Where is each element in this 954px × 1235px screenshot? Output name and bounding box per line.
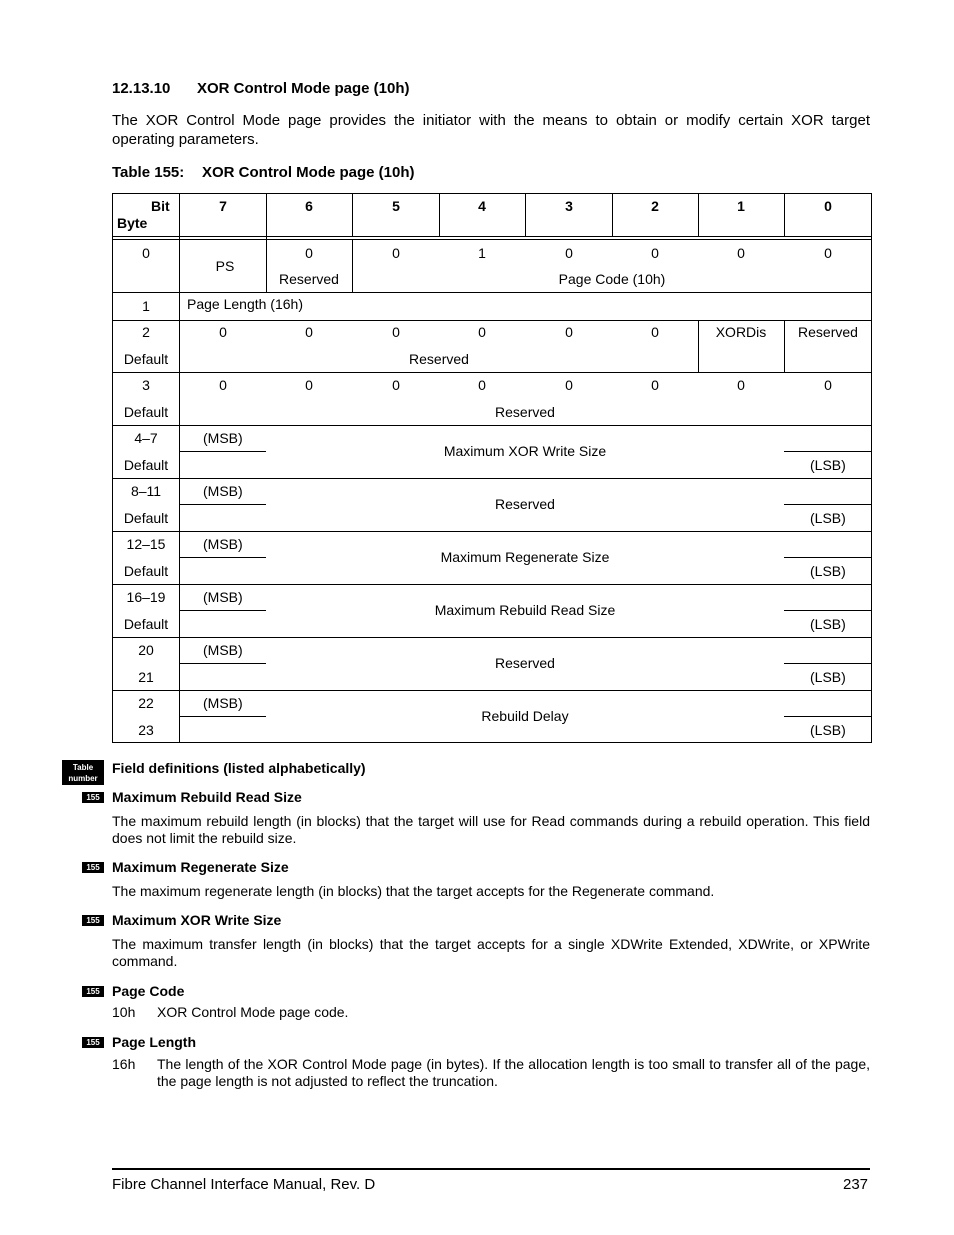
header-bit-1: 1 (737, 198, 745, 214)
table-number-tag: 155 (82, 986, 104, 997)
col-line (784, 320, 785, 372)
default-label: Default (123, 563, 169, 579)
row-line (113, 292, 871, 293)
byte-number: 20 (138, 642, 154, 658)
field-code: 10h (112, 1004, 136, 1020)
lsb-label: (LSB) (810, 669, 846, 685)
reserved-label: Reserved (279, 271, 339, 287)
header-bit-7: 7 (219, 198, 227, 214)
xordis-field: XORDis (715, 324, 767, 340)
field-name: Maximum Regenerate Size (112, 859, 289, 875)
max-regenerate-size-field: Maximum Regenerate Size (440, 549, 610, 565)
msb-label: (MSB) (203, 695, 243, 711)
lsb-label: (LSB) (810, 457, 846, 473)
col-line (612, 194, 613, 236)
page-number: 237 (843, 1176, 869, 1193)
msb-label: (MSB) (203, 483, 243, 499)
bit-value: 1 (478, 245, 486, 261)
msb-label: (MSB) (203, 589, 243, 605)
col-line (698, 194, 699, 236)
field-description: XOR Control Mode page code. (157, 1004, 349, 1020)
lsb-rule (784, 610, 871, 611)
bit-value: 0 (305, 245, 313, 261)
bit-value: 0 (478, 324, 486, 340)
bit-value: 0 (478, 377, 486, 393)
default-label: Default (123, 404, 169, 420)
reserved-field: Reserved (495, 496, 555, 512)
byte-range: 4–7 (134, 430, 158, 446)
table-number-tag: 155 (82, 792, 104, 803)
header-bit-6: 6 (305, 198, 313, 214)
byte-range: 16–19 (126, 589, 166, 605)
table-number-tag: 155 (82, 862, 104, 873)
row-line (113, 531, 871, 532)
section-heading (112, 80, 410, 97)
col-line (352, 194, 353, 236)
table-number-tag: 155 (82, 915, 104, 926)
field-name: Maximum XOR Write Size (112, 912, 282, 928)
field-name: Page Length (112, 1034, 197, 1050)
lsb-rule (784, 451, 871, 452)
bit-value: 0 (305, 377, 313, 393)
msb-rule (180, 663, 266, 664)
header-rule (113, 236, 871, 237)
bit-value: 0 (651, 324, 659, 340)
lsb-label: (LSB) (810, 563, 846, 579)
bit-value: 0 (565, 377, 573, 393)
reserved-label: Reserved (409, 351, 469, 367)
bit-value: 0 (651, 377, 659, 393)
intro-paragraph: The XOR Control Mode page provides the initiator with the means to obtain or modify certain XOR target operating parameters. (112, 112, 870, 148)
msb-label: (MSB) (203, 536, 243, 552)
reserved-label: Reserved (495, 404, 555, 420)
header-bit: Bit (151, 198, 170, 214)
header-bit-5: 5 (392, 198, 400, 214)
bit-value: 0 (651, 245, 659, 261)
section-number: 12.13.10 (112, 80, 171, 97)
bit-value: 0 (219, 324, 227, 340)
row-line (113, 637, 871, 638)
col-line (439, 194, 440, 236)
bit-value: 0 (824, 245, 832, 261)
default-label: Default (123, 510, 169, 526)
col-line (698, 320, 699, 372)
msb-rule (180, 610, 266, 611)
table-number-badge (62, 760, 104, 785)
lsb-label: (LSB) (810, 722, 846, 738)
field-name: Page Code (112, 983, 185, 999)
col-line (352, 240, 353, 292)
footer-title: Fibre Channel Interface Manual, Rev. D (112, 1176, 376, 1193)
col-line (266, 194, 267, 292)
badge-line: Table (72, 763, 94, 772)
section-title: XOR Control Mode page (10h) (197, 80, 410, 97)
header-bit-2: 2 (651, 198, 659, 214)
field-description: The maximum rebuild length (in blocks) that the target will use for Read commands during a rebuild operation. This field does not limit the rebuild size. (112, 813, 870, 846)
bit-value: 0 (565, 324, 573, 340)
col-line (525, 194, 526, 236)
default-label: Default (123, 616, 169, 632)
reserved-bit0: Reserved (798, 324, 858, 340)
field-description: The maximum transfer length (in blocks) that the target accepts for a single XDWrite Extended, XDWrite, or XPWrite command. (112, 936, 870, 969)
lsb-rule (784, 557, 871, 558)
mode-page-table (112, 193, 872, 743)
lsb-rule (784, 716, 871, 717)
col-line (784, 194, 785, 236)
bit-value: 0 (565, 245, 573, 261)
bit-value: 0 (392, 324, 400, 340)
header-bit-0: 0 (824, 198, 832, 214)
badge-line: number (68, 774, 98, 783)
max-xor-write-size-field: Maximum XOR Write Size (443, 443, 607, 459)
field-description: The maximum regenerate length (in blocks) that the target accepts for the Regenerate command. (112, 883, 715, 899)
msb-rule (180, 451, 266, 452)
header-bit-3: 3 (565, 198, 573, 214)
field-name: Maximum Rebuild Read Size (112, 789, 302, 805)
field-code: 16h (112, 1056, 136, 1072)
byte-3: 3 (142, 377, 150, 393)
header-rule (113, 239, 871, 240)
col-line (179, 194, 180, 742)
field-definitions-heading: Field definitions (listed alphabetically) (112, 760, 366, 776)
header-byte: Byte (117, 215, 148, 231)
max-rebuild-read-size-field: Maximum Rebuild Read Size (434, 602, 616, 618)
msb-label: (MSB) (203, 430, 243, 446)
footer-rule (112, 1168, 870, 1170)
msb-rule (180, 716, 266, 717)
rebuild-delay-field: Rebuild Delay (481, 708, 569, 724)
lsb-label: (LSB) (810, 510, 846, 526)
header-bit-4: 4 (478, 198, 486, 214)
lsb-rule (784, 663, 871, 664)
page-length-field: Page Length (16h) (187, 296, 303, 312)
ps-field: PS (215, 258, 235, 274)
row-line (113, 425, 871, 426)
row-line (113, 690, 871, 691)
msb-rule (180, 504, 266, 505)
table-number-tag: 155 (82, 1037, 104, 1048)
field-description: The length of the XOR Control Mode page (in bytes). If the allocation length is too small to transfer all of the page, the page length is not adjusted to reflect the truncation. (157, 1056, 870, 1089)
bit-value: 0 (392, 377, 400, 393)
row-line (113, 478, 871, 479)
lsb-label: (LSB) (810, 616, 846, 632)
default-label: Default (123, 457, 169, 473)
row-line (113, 320, 871, 321)
msb-label: (MSB) (203, 642, 243, 658)
bit-value: 0 (737, 377, 745, 393)
row-line (113, 372, 871, 373)
table-caption-number: Table 155: (112, 164, 185, 181)
byte-2: 2 (142, 324, 150, 340)
byte-number: 23 (138, 722, 154, 738)
reserved-field: Reserved (495, 655, 555, 671)
byte-number: 21 (138, 669, 154, 685)
byte-range: 12–15 (126, 536, 166, 552)
bit-value: 0 (392, 245, 400, 261)
table-caption-title: XOR Control Mode page (10h) (202, 164, 415, 181)
byte-1: 1 (142, 298, 150, 314)
default-label: Default (123, 351, 169, 367)
table-caption (112, 164, 415, 181)
lsb-rule (784, 504, 871, 505)
bit-value: 0 (305, 324, 313, 340)
bit-value: 0 (824, 377, 832, 393)
row-line (113, 584, 871, 585)
page-code-field: Page Code (10h) (558, 271, 666, 287)
byte-0: 0 (142, 245, 150, 261)
byte-range: 8–11 (130, 483, 162, 499)
bit-value: 0 (737, 245, 745, 261)
bit-value: 0 (219, 377, 227, 393)
msb-rule (180, 557, 266, 558)
byte-number: 22 (138, 695, 154, 711)
